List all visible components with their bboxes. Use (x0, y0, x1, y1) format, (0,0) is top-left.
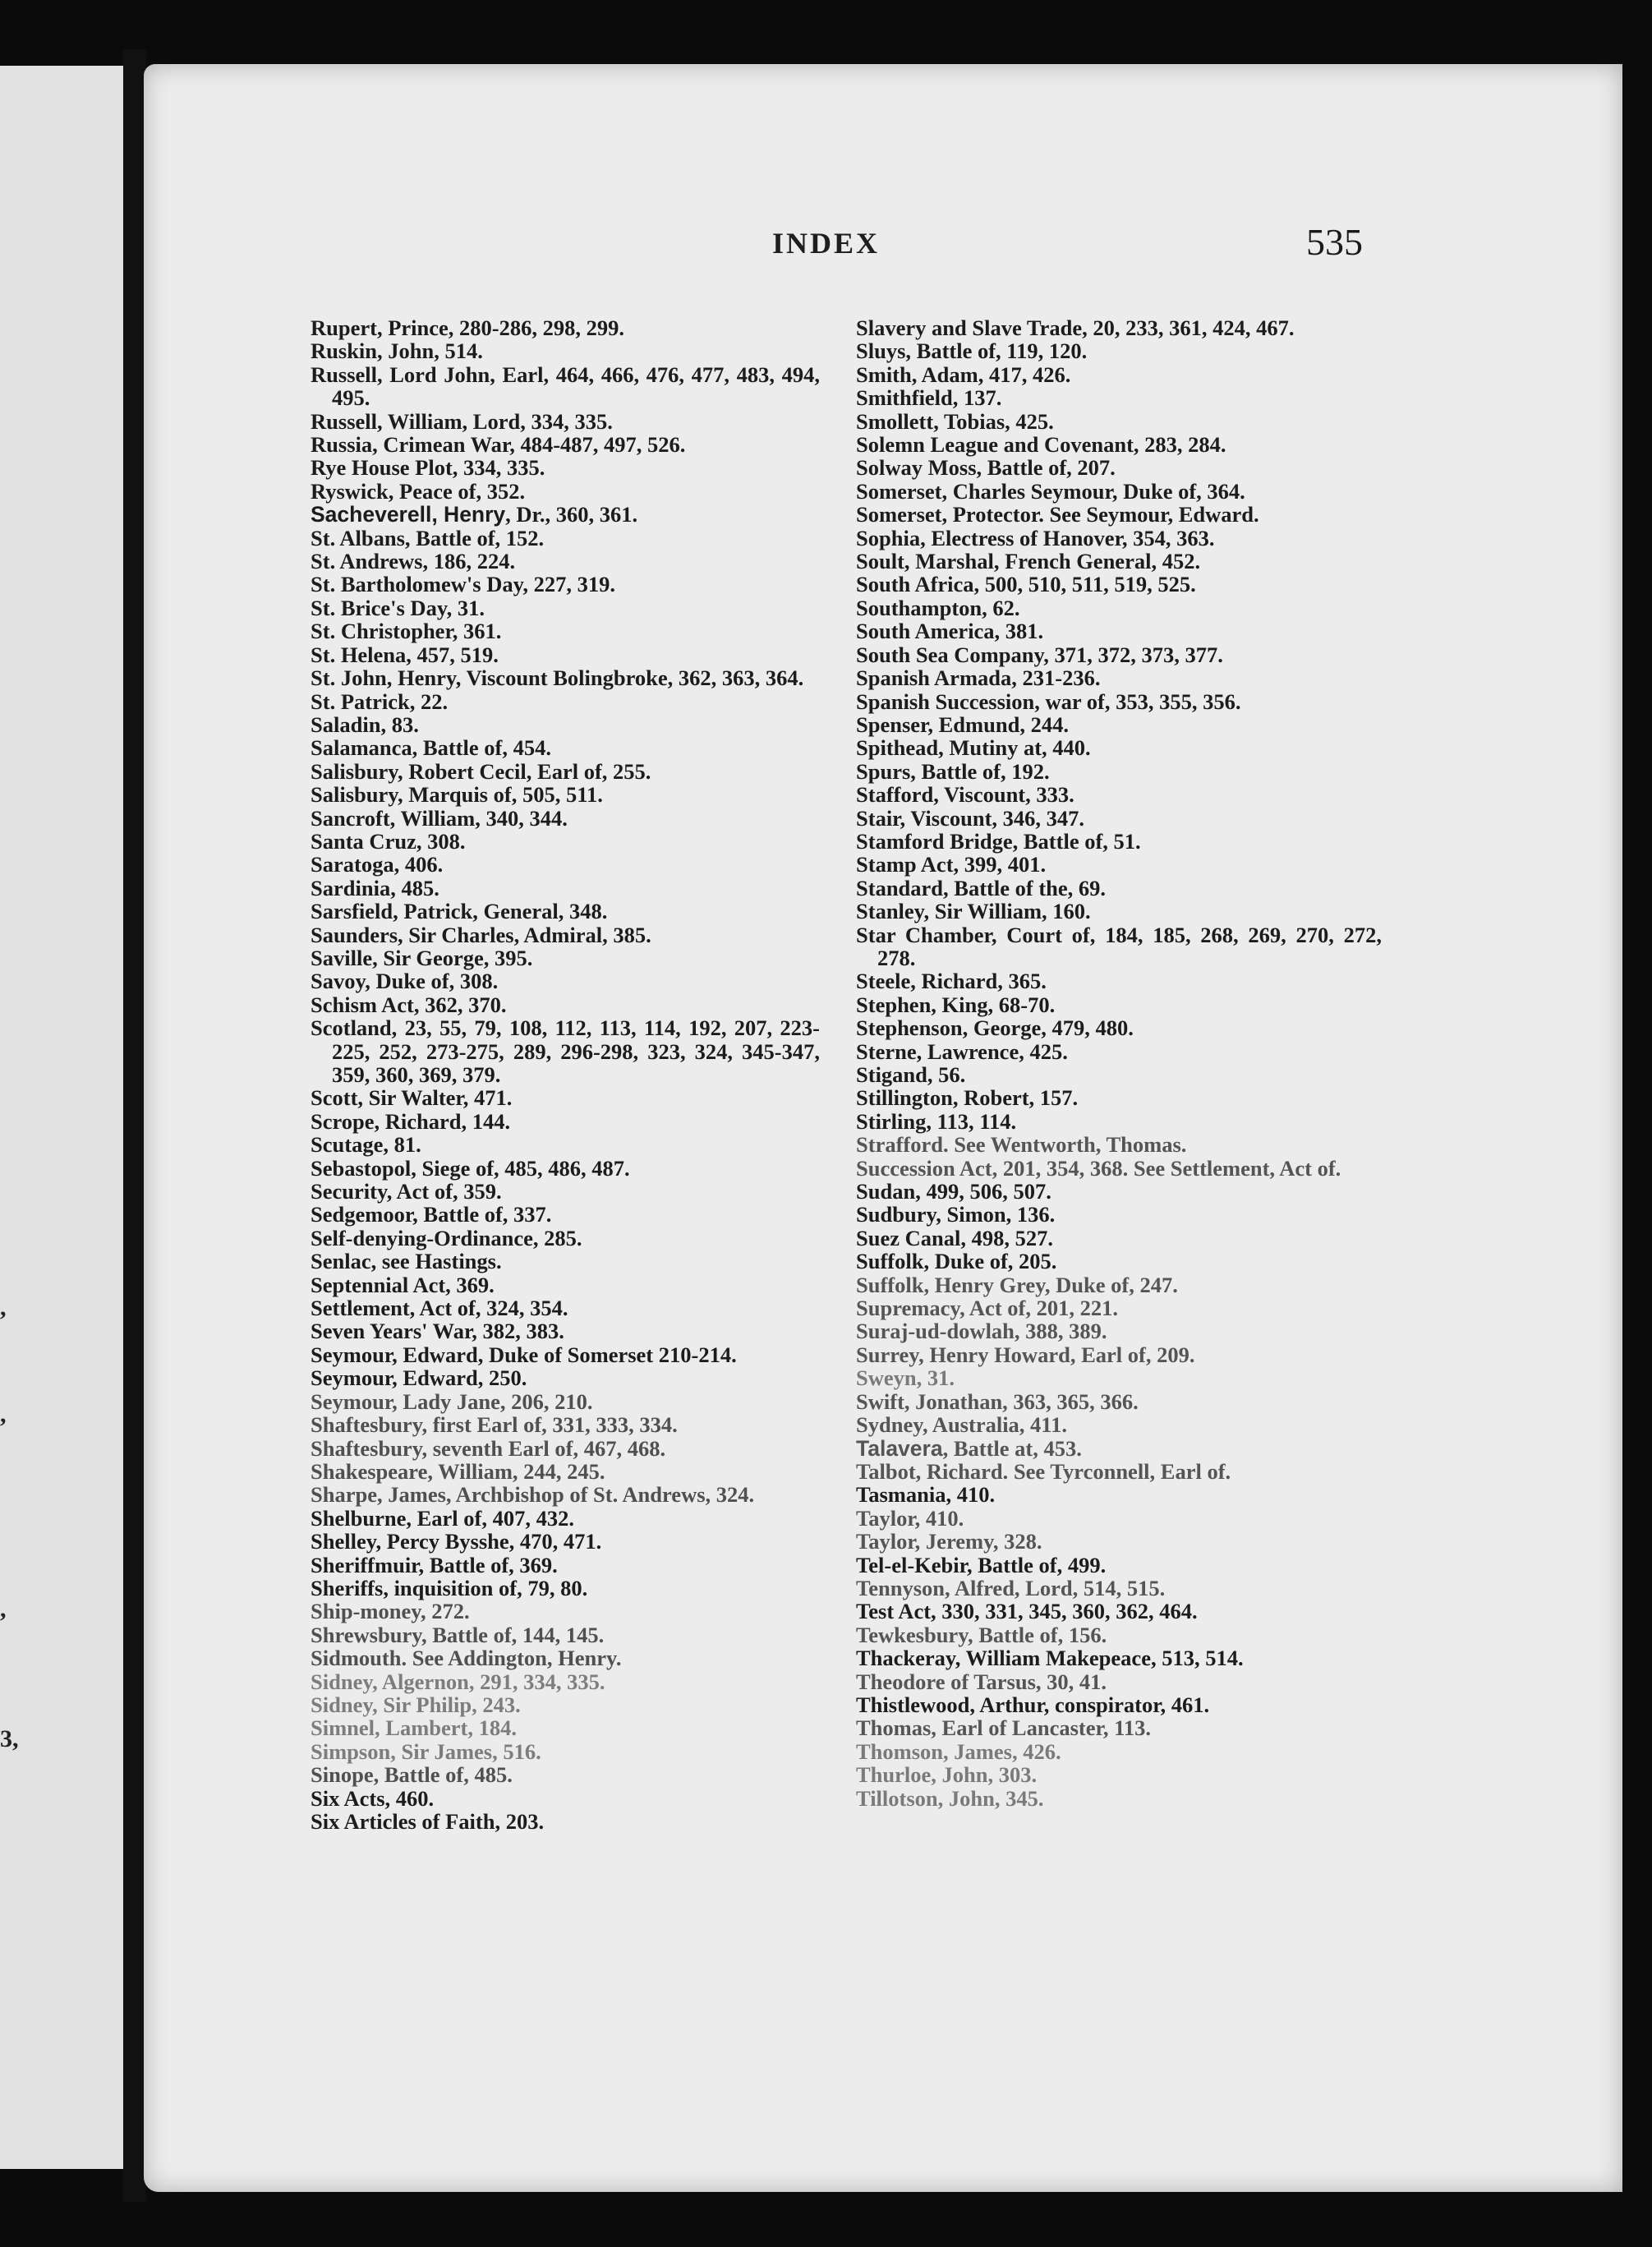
index-column-right (856, 316, 1382, 1810)
index-entry: Suraj-ud-dowlah, 388, 389. (856, 1319, 1107, 1344)
index-entry: Santa Cruz, 308. (311, 828, 466, 854)
index-entry: Spenser, Edmund, 244. (856, 711, 1069, 737)
index-entry: Seymour, Edward, 250. (311, 1365, 527, 1391)
index-entry: Scrope, Richard, 144. (311, 1108, 511, 1134)
index-entry: Sudan, 499, 506, 507. (856, 1179, 1051, 1204)
index-entry: Senlac, see Hastings. (311, 1249, 502, 1274)
index-entry: Shelley, Percy Bysshe, 470, 471. (311, 1529, 602, 1554)
index-entry: Smithfield, 137. (856, 385, 1002, 411)
index-entry: Stafford, Viscount, 333. (856, 782, 1074, 808)
index-entry: Sarsfield, Patrick, General, 348. (311, 899, 608, 924)
index-entry: Taylor, Jeremy, 328. (856, 1529, 1042, 1554)
index-entry: Stephenson, George, 479, 480. (856, 1015, 1134, 1041)
index-entry: Sudbury, Simon, 136. (856, 1202, 1056, 1227)
index-entry: Saladin, 83. (311, 711, 419, 737)
index-entry: Sheriffs, inquisition of, 79, 80. (311, 1575, 588, 1600)
index-entry: Sharpe, James, Archbishop of St. Andrews, 324. (311, 1482, 755, 1508)
index-entry: Rye House Plot, 334, 335. (311, 455, 545, 481)
index-entry: St. Andrews, 186, 224. (311, 549, 516, 574)
index-entry: Russia, Crimean War, 484-487, 497, 526. (311, 432, 686, 458)
index-entry: Six Articles of Faith, 203. (311, 1809, 545, 1834)
index-entry: Shrewsbury, Battle of, 144, 145. (311, 1622, 605, 1647)
index-entry: Schism Act, 362, 370. (311, 992, 507, 1017)
index-entry: Theodore of Tarsus, 30, 41. (856, 1669, 1107, 1694)
index-entry: Ruskin, John, 514. (311, 338, 483, 364)
index-entry: Salamanca, Battle of, 454. (311, 735, 551, 761)
index-column-left (311, 316, 820, 1833)
index-entry: Strafford. See Wentworth, Thomas. (856, 1132, 1187, 1158)
index-entry: Surrey, Henry Howard, Earl of, 209. (856, 1342, 1195, 1367)
index-entry: Solway Moss, Battle of, 207. (856, 455, 1116, 481)
index-entry: Thomson, James, 426. (856, 1738, 1061, 1764)
index-entry: Seymour, Edward, Duke of Somerset 210-214. (311, 1342, 737, 1367)
index-entry: Spurs, Battle of, 192. (856, 758, 1050, 784)
index-entry: Stamford Bridge, Battle of, 51. (856, 828, 1141, 854)
index-entry: Tewkesbury, Battle of, 156. (856, 1622, 1107, 1647)
index-entry: Scutage, 81. (311, 1132, 421, 1158)
index-entry: Talbot, Richard. See Tyrconnell, Earl of. (856, 1458, 1231, 1484)
facing-page-fragment: , (0, 1294, 7, 1321)
index-entry: Sluys, Battle of, 119, 120. (856, 338, 1088, 364)
index-entry: Seymour, Lady Jane, 206, 210. (311, 1388, 593, 1414)
index-entry: Somerset, Protector. See Seymour, Edward. (856, 502, 1259, 527)
index-entry: Taylor, 410. (856, 1505, 964, 1531)
index-entry: Sidney, Sir Philip, 243. (311, 1692, 521, 1717)
index-entry: Stillington, Robert, 157. (856, 1085, 1079, 1111)
facing-page-fragment: 3, (0, 1725, 19, 1752)
index-entry: Standard, Battle of the, 69. (856, 875, 1107, 900)
index-entry: Thurloe, John, 303. (856, 1762, 1038, 1788)
index-entry: Star Chamber, Court of, 184, 185, 268, 269, 270, 272, 278. (856, 922, 1382, 970)
book-gutter (123, 49, 146, 2202)
index-entry: Sebastopol, Siege of, 485, 486, 487. (311, 1155, 630, 1181)
index-entry: St. Bartholomew's Day, 227, 319. (311, 572, 615, 597)
index-entry: Spithead, Mutiny at, 440. (856, 735, 1091, 761)
index-entry: Sidney, Algernon, 291, 334, 335. (311, 1669, 605, 1694)
index-entry: Tasmania, 410. (856, 1482, 996, 1508)
index-entry: St. Christopher, 361. (311, 619, 502, 644)
index-entry: Stair, Viscount, 346, 347. (856, 805, 1085, 831)
index-entry: Solemn League and Covenant, 283, 284. (856, 432, 1226, 458)
index-entry: Slavery and Slave Trade, 20, 233, 361, 424, 467. (856, 315, 1295, 340)
index-entry: South America, 381. (856, 619, 1044, 644)
index-entry: Shaftesbury, seventh Earl of, 467, 468. (311, 1435, 666, 1461)
index-entry: Sidmouth. See Addington, Henry. (311, 1646, 622, 1671)
index-entry: Saunders, Sir Charles, Admiral, 385. (311, 922, 651, 947)
index-entry: Salisbury, Marquis of, 505, 511. (311, 782, 603, 808)
index-entry: Self-denying-Ordinance, 285. (311, 1225, 582, 1250)
index-entry-rest: , Dr., 360, 361. (505, 502, 638, 527)
index-entry: Six Acts, 460. (311, 1785, 435, 1811)
index-entry: Sinope, Battle of, 485. (311, 1762, 513, 1788)
index-entry: Spanish Armada, 231-236. (856, 665, 1101, 691)
index-entry: Succession Act, 201, 354, 368. See Settlement, Act of. (856, 1155, 1341, 1181)
index-entry: Saville, Sir George, 395. (311, 945, 533, 970)
index-entry: Test Act, 330, 331, 345, 360, 362, 464. (856, 1599, 1198, 1624)
index-entry: Sterne, Lawrence, 425. (856, 1038, 1068, 1064)
index-entry: Stanley, Sir William, 160. (856, 899, 1091, 924)
index-entry: Smollett, Tobias, 425. (856, 408, 1054, 434)
index-entry: Sedgemoor, Battle of, 337. (311, 1202, 552, 1227)
index-entry: Tennyson, Alfred, Lord, 514, 515. (856, 1575, 1166, 1600)
index-entry: Sancroft, William, 340, 344. (311, 805, 568, 831)
index-entry: Russell, Lord John, Earl, 464, 466, 476, 477, 483, 494, 495. (311, 361, 820, 411)
index-entry: Shaftesbury, first Earl of, 331, 333, 334. (311, 1412, 678, 1438)
index-entry: Swift, Jonathan, 363, 365, 366. (856, 1388, 1139, 1414)
index-entry: Sweyn, 31. (856, 1365, 955, 1391)
index-entry: Thistlewood, Arthur, conspirator, 461. (856, 1692, 1210, 1717)
index-entry: Stigand, 56. (856, 1062, 966, 1087)
index-entry: Ship-money, 272. (311, 1599, 470, 1624)
index-entry: Tel-el-Kebir, Battle of, 499. (856, 1552, 1107, 1577)
facing-page-fragment: , (0, 1595, 7, 1623)
index-entry: Suez Canal, 498, 527. (856, 1225, 1053, 1250)
index-entry: Settlement, Act of, 324, 354. (311, 1296, 568, 1321)
index-entry: Sardinia, 485. (311, 875, 439, 900)
index-entry: Somerset, Charles Seymour, Duke of, 364. (856, 478, 1245, 504)
index-entry (311, 503, 820, 526)
index-entry: Savoy, Duke of, 308. (311, 969, 499, 994)
index-entry (856, 1437, 1382, 1460)
index-entry: Septennial Act, 369. (311, 1272, 495, 1297)
index-entry: Shakespeare, William, 244, 245. (311, 1458, 605, 1484)
index-entry: St. Helena, 457, 519. (311, 642, 499, 667)
index-entry: Thomas, Earl of Lancaster, 113. (856, 1715, 1151, 1741)
index-entry: St. Albans, Battle of, 152. (311, 525, 545, 550)
index-entry: Sheriffmuir, Battle of, 369. (311, 1552, 558, 1577)
index-entry: Soult, Marshal, French General, 452. (856, 549, 1201, 574)
index-headword-bold: Sacheverell, Henry (311, 502, 506, 527)
index-entry: St. Patrick, 22. (311, 688, 449, 714)
index-entry: Simpson, Sir James, 516. (311, 1738, 541, 1764)
index-entry: Spanish Succession, war of, 353, 355, 356. (856, 688, 1241, 714)
index-entry: South Africa, 500, 510, 511, 519, 525. (856, 572, 1196, 597)
index-entry-rest: , Battle at, 453. (942, 1435, 1082, 1461)
index-entry: Steele, Richard, 365. (856, 969, 1047, 994)
index-entry: Southampton, 62. (856, 595, 1020, 620)
index-entry: Smith, Adam, 417, 426. (856, 361, 1071, 387)
index-entry: Stephen, King, 68-70. (856, 992, 1056, 1017)
index-entry: Stamp Act, 399, 401. (856, 852, 1047, 877)
index-entry: Salisbury, Robert Cecil, Earl of, 255. (311, 758, 651, 784)
index-entry: Sophia, Electress of Hanover, 354, 363. (856, 525, 1215, 550)
running-head: INDEX (772, 227, 881, 260)
index-entry: Simnel, Lambert, 184. (311, 1715, 517, 1741)
index-entry: South Sea Company, 371, 372, 373, 377. (856, 642, 1223, 667)
index-entry: Scotland, 23, 55, 79, 108, 112, 113, 114, 192, 207, 223-225, 252, 273-275, 289, 296-298, 323, 324, 345-347, 359, 360, 369, 379. (311, 1015, 820, 1087)
index-entry: Scott, Sir Walter, 471. (311, 1085, 513, 1111)
index-entry: Thackeray, William Makepeace, 513, 514. (856, 1646, 1244, 1671)
facing-page-edge (0, 66, 123, 2169)
index-entry: Stirling, 113, 114. (856, 1108, 1017, 1134)
index-entry: Tillotson, John, 345. (856, 1785, 1044, 1811)
index-entry: Supremacy, Act of, 201, 221. (856, 1296, 1118, 1321)
index-entry: Saratoga, 406. (311, 852, 444, 877)
index-entry: Security, Act of, 359. (311, 1179, 502, 1204)
index-entry: St. John, Henry, Viscount Bolingbroke, 362, 363, 364. (311, 665, 804, 691)
index-entry: Ryswick, Peace of, 352. (311, 478, 526, 504)
index-entry: Russell, William, Lord, 334, 335. (311, 408, 613, 434)
index-entry: Suffolk, Henry Grey, Duke of, 247. (856, 1272, 1178, 1297)
index-entry: St. Brice's Day, 31. (311, 595, 485, 620)
index-headword-bold: Talavera (856, 1435, 943, 1461)
page-number: 535 (1306, 221, 1363, 263)
index-entry: Seven Years' War, 382, 383. (311, 1319, 564, 1344)
index-entry: Suffolk, Duke of, 205. (856, 1249, 1057, 1274)
index-entry: Rupert, Prince, 280-286, 298, 299. (311, 315, 624, 340)
index-entry: Shelburne, Earl of, 407, 432. (311, 1505, 574, 1531)
index-entry: Sydney, Australia, 411. (856, 1412, 1067, 1438)
facing-page-fragment: , (0, 1401, 7, 1428)
